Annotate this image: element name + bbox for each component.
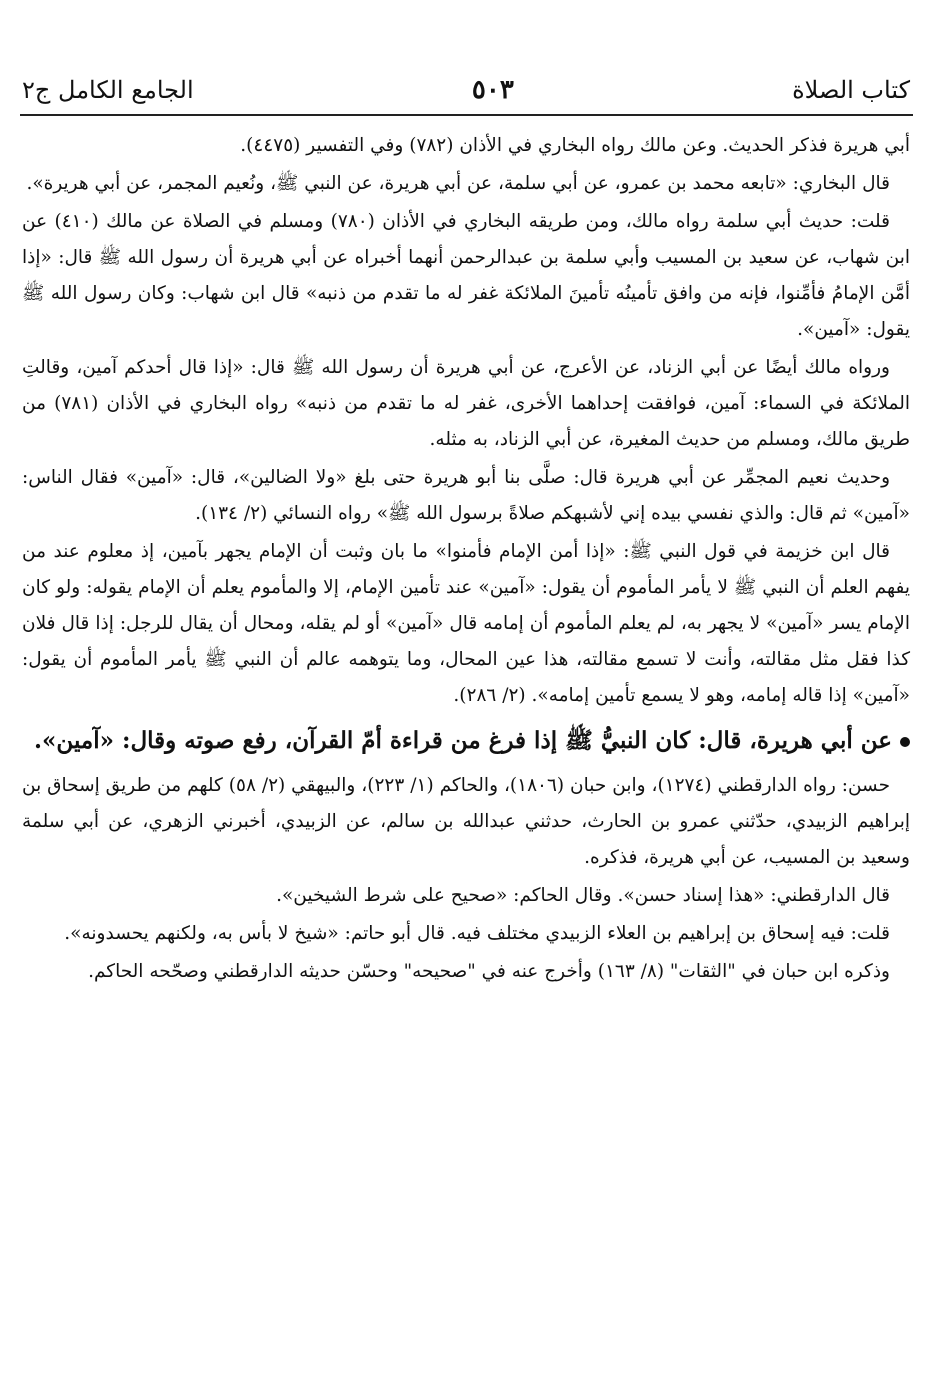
paragraph: قال البخاري: «تابعه محمد بن عمرو، عن أبي سلمة، عن أبي هريرة، عن النبي ﷺ، ونُعيم المجمر، عن أبي هريرة». — [26, 173, 890, 194]
page-number: ٥٠٣ — [471, 75, 514, 105]
paragraph: قلت: فيه إسحاق بن إبراهيم بن العلاء الزبيدي مختلف فيه. قال أبو حاتم: «شيخ لا بأس به، ولكنهم يحسدونه». — [64, 923, 890, 944]
paragraph: وحديث نعيم المجمِّر عن أبي هريرة قال: صلَّى بنا أبو هريرة حتى بلغ «ولا الضالين»، قال: «آمين» فقال الناس: «آمين» ثم قال: والذي نفسي بيده إني لأشبهكم صلاةً برسول الله ﷺ» رواه النسائي (٢/ ١٣٤). — [22, 467, 910, 524]
paragraph: قال ابن خزيمة في قول النبي ﷺ: «إذا أمن الإمام فأمنوا» ما بان وثبت أن الإمام يجهر بآمين، إذ معلوم عند من يفهم العلم أن النبي ﷺ لا يأمر المأموم أن يقول: «آمين» عند تأمين الإمام، إلا والمأموم يعلم أن الإمام يقوله: ولو كان الإمام يسر «آمين» لا يجهر به، لم يعلم المأموم أن إمامه قال «آمين» أو لم يقله، ومحال أن يقال للرجل: إذا قال فلان كذا فقل مثل مقالته، وأنت لا تسمع مقالته، هذا عين المحال، وما يتوهمه عالم أن النبي ﷺ يأمر المأموم أن يقول: «آمين» إذا قاله إمامه، وهو لا يسمع تأمين إمامه». (٢/ ٢٨٦). — [22, 541, 910, 706]
series-title: الجامع الكامل ج٢ — [22, 76, 194, 104]
hadith-text — [22, 720, 910, 762]
bullet-icon — [900, 737, 910, 747]
page-body — [22, 128, 910, 992]
paragraph: قلت: حديث أبي سلمة رواه مالك، ومن طريقه البخاري في الأذان (٧٨٠) ومسلم في الصلاة عن مالك (٤١٠) عن ابن شهاب، عن سعيد بن المسيب وأبي سلمة بن عبدالرحمن أنهما أخبراه عن أبي هريرة أن رسول الله ﷺ قال: «إذا أمَّن الإمامُ فأمِّنوا، فإنه من وافق تأمينُه تأمينَ الملائكة غفر له ما تقدم من ذنبه» قال ابن شهاب: وكان رسول الله ﷺ يقول: «آمين». — [22, 211, 910, 340]
paragraph: حسن: رواه الدارقطني (١٢٧٤)، وابن حبان (١٨٠٦)، والحاكم (١/ ٢٢٣)، والبيهقي (٢/ ٥٨) كلهم من طريق إسحاق بن إبراهيم الزبيدي، حدّثني عمرو بن الحارث، حدثني عبدالله بن سالم، عن الزبيدي، أخبرني الزهري، عن أبي سلمة وسعيد بن المسيب، عن أبي هريرة، فذكره. — [22, 775, 910, 868]
page-header — [22, 70, 910, 110]
header-divider — [20, 114, 913, 116]
hadith-text-content: عن أبي هريرة، قال: كان النبيُّ ﷺ إذا فرغ من قراءة أمّ القرآن، رفع صوته وقال: «آمين». — [34, 727, 892, 754]
paragraph: قال الدارقطني: «هذا إسناد حسن». وقال الحاكم: «صحيح على شرط الشيخين». — [276, 885, 890, 906]
book-title: كتاب الصلاة — [792, 76, 910, 104]
paragraph: وذكره ابن حبان في "الثقات" (٨/ ١٦٣) وأخرج عنه في "صحيحه" وحسّن حديثه الدارقطني وصحّحه الحاكم. — [88, 961, 890, 982]
paragraph: أبي هريرة فذكر الحديث. وعن مالك رواه البخاري في الأذان (٧٨٢) وفي التفسير (٤٤٧٥). — [240, 135, 910, 156]
paragraph: ورواه مالك أيضًا عن أبي الزناد، عن الأعرج، عن أبي هريرة أن رسول الله ﷺ قال: «إذا قال أحدكم آمين، وقالتِ الملائكة في السماء: آمين، فوافقت إحداهما الأخرى، غفر له ما تقدم من ذنبه» رواه البخاري في الأذان (٧٨١) من طريق مالك، ومسلم من حديث المغيرة، عن أبي الزناد، به مثله. — [22, 357, 910, 450]
